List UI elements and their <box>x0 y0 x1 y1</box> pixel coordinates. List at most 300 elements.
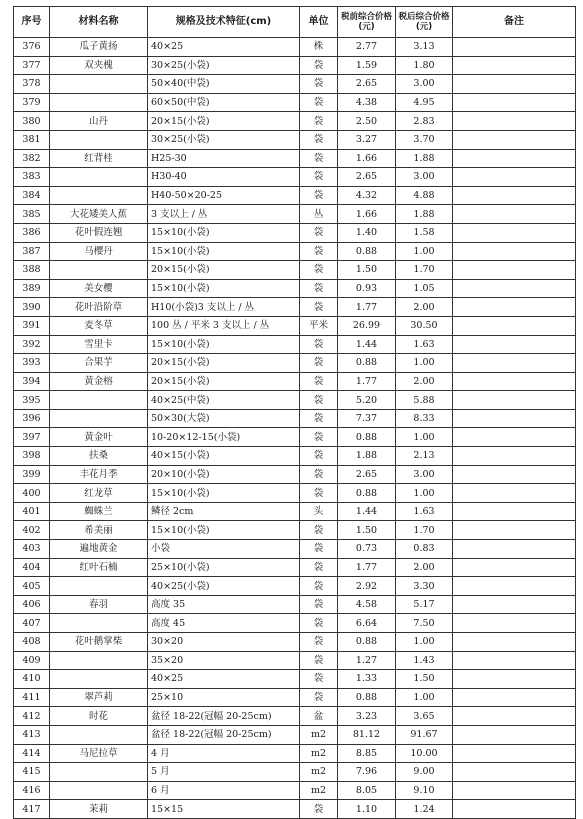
cell-post-tax-price: 3.65 <box>396 707 453 726</box>
cell-remark <box>453 409 576 428</box>
cell-post-tax-price: 5.88 <box>396 391 453 410</box>
cell-spec: H30-40 <box>148 168 300 187</box>
table-row <box>14 670 576 689</box>
cell-unit: 袋 <box>300 186 338 205</box>
cell-name: 翠芦莉 <box>50 688 148 707</box>
cell-spec: 小袋 <box>148 540 300 559</box>
cell-pre-tax-price: 1.77 <box>338 558 396 577</box>
table-row <box>14 484 576 503</box>
cell-no: 380 <box>14 112 50 131</box>
cell-pre-tax-price: 1.50 <box>338 521 396 540</box>
cell-unit: 头 <box>300 502 338 521</box>
price-table <box>13 6 576 819</box>
table-row <box>14 223 576 242</box>
cell-remark <box>453 298 576 317</box>
cell-remark <box>453 502 576 521</box>
header-post-tax-line1: 税后综合价格 <box>398 12 450 22</box>
cell-unit: 袋 <box>300 670 338 689</box>
cell-post-tax-price: 1.00 <box>396 354 453 373</box>
cell-post-tax-price: 2.13 <box>396 447 453 466</box>
cell-remark <box>453 465 576 484</box>
cell-spec: 15×10(小袋) <box>148 335 300 354</box>
table-row <box>14 614 576 633</box>
cell-unit: 袋 <box>300 614 338 633</box>
cell-post-tax-price: 4.88 <box>396 186 453 205</box>
cell-remark <box>453 223 576 242</box>
cell-pre-tax-price: 26.99 <box>338 316 396 335</box>
cell-remark <box>453 56 576 75</box>
cell-post-tax-price: 2.00 <box>396 298 453 317</box>
cell-name <box>50 577 148 596</box>
cell-spec: 20×15(小袋) <box>148 261 300 280</box>
cell-spec: 20×15(小袋) <box>148 372 300 391</box>
cell-no: 389 <box>14 279 50 298</box>
cell-unit: 袋 <box>300 595 338 614</box>
cell-no: 411 <box>14 688 50 707</box>
cell-spec: 20×10(小袋) <box>148 465 300 484</box>
table-row <box>14 335 576 354</box>
cell-remark <box>453 781 576 800</box>
header-unit: 单位 <box>300 7 338 38</box>
cell-no: 417 <box>14 800 50 819</box>
cell-remark <box>453 651 576 670</box>
cell-no: 392 <box>14 335 50 354</box>
cell-unit: 袋 <box>300 540 338 559</box>
table-row <box>14 447 576 466</box>
cell-spec: 20×15(小袋) <box>148 112 300 131</box>
cell-post-tax-price: 91.67 <box>396 725 453 744</box>
cell-spec: 35×20 <box>148 651 300 670</box>
cell-no: 388 <box>14 261 50 280</box>
cell-post-tax-price: 1.00 <box>396 633 453 652</box>
cell-pre-tax-price: 7.96 <box>338 763 396 782</box>
cell-no: 382 <box>14 149 50 168</box>
cell-unit: 袋 <box>300 633 338 652</box>
cell-no: 416 <box>14 781 50 800</box>
cell-no: 378 <box>14 75 50 94</box>
cell-post-tax-price: 1.58 <box>396 223 453 242</box>
table-row <box>14 93 576 112</box>
cell-name <box>50 725 148 744</box>
cell-no: 402 <box>14 521 50 540</box>
cell-spec: 高度 35 <box>148 595 300 614</box>
cell-unit: 袋 <box>300 409 338 428</box>
cell-post-tax-price: 1.00 <box>396 484 453 503</box>
cell-spec: 15×10(小袋) <box>148 242 300 261</box>
cell-remark <box>453 335 576 354</box>
cell-name <box>50 168 148 187</box>
cell-name: 红叶石楠 <box>50 558 148 577</box>
table-row <box>14 763 576 782</box>
table-row <box>14 633 576 652</box>
header-spec: 规格及技术特征(cm) <box>148 7 300 38</box>
cell-unit: m2 <box>300 763 338 782</box>
cell-pre-tax-price: 4.58 <box>338 595 396 614</box>
cell-no: 405 <box>14 577 50 596</box>
cell-spec: 15×10(小袋) <box>148 279 300 298</box>
cell-no: 399 <box>14 465 50 484</box>
cell-name <box>50 130 148 149</box>
cell-pre-tax-price: 1.10 <box>338 800 396 819</box>
cell-spec: 25×10(小袋) <box>148 558 300 577</box>
cell-remark <box>453 577 576 596</box>
cell-remark <box>453 725 576 744</box>
cell-unit: 平米 <box>300 316 338 335</box>
table-row <box>14 428 576 447</box>
cell-no: 400 <box>14 484 50 503</box>
cell-pre-tax-price: 4.32 <box>338 186 396 205</box>
cell-no: 377 <box>14 56 50 75</box>
cell-no: 412 <box>14 707 50 726</box>
table-row <box>14 465 576 484</box>
table-row <box>14 56 576 75</box>
cell-no: 384 <box>14 186 50 205</box>
cell-name: 美女樱 <box>50 279 148 298</box>
cell-pre-tax-price: 0.88 <box>338 484 396 503</box>
cell-remark <box>453 93 576 112</box>
cell-unit: 袋 <box>300 447 338 466</box>
cell-name <box>50 75 148 94</box>
cell-post-tax-price: 1.00 <box>396 688 453 707</box>
cell-name <box>50 763 148 782</box>
cell-remark <box>453 75 576 94</box>
cell-no: 410 <box>14 670 50 689</box>
cell-unit: 袋 <box>300 577 338 596</box>
table-body <box>14 38 576 819</box>
table-row <box>14 75 576 94</box>
cell-no: 409 <box>14 651 50 670</box>
cell-name: 红背桂 <box>50 149 148 168</box>
cell-no: 376 <box>14 38 50 57</box>
cell-remark <box>453 112 576 131</box>
cell-pre-tax-price: 81.12 <box>338 725 396 744</box>
cell-no: 415 <box>14 763 50 782</box>
cell-name: 雪里卡 <box>50 335 148 354</box>
cell-spec: 3 支以上 / 丛 <box>148 205 300 224</box>
cell-no: 414 <box>14 744 50 763</box>
cell-post-tax-price: 1.00 <box>396 242 453 261</box>
cell-name: 春羽 <box>50 595 148 614</box>
cell-unit: m2 <box>300 725 338 744</box>
cell-spec: 高度 45 <box>148 614 300 633</box>
cell-no: 408 <box>14 633 50 652</box>
cell-name: 遍地黄金 <box>50 540 148 559</box>
cell-no: 386 <box>14 223 50 242</box>
cell-name <box>50 651 148 670</box>
cell-spec: H25-30 <box>148 149 300 168</box>
cell-no: 390 <box>14 298 50 317</box>
table-row <box>14 298 576 317</box>
header-pre-tax-price <box>338 7 396 38</box>
cell-pre-tax-price: 2.65 <box>338 75 396 94</box>
cell-name <box>50 781 148 800</box>
cell-remark <box>453 354 576 373</box>
cell-name: 花叶沿阶草 <box>50 298 148 317</box>
cell-remark <box>453 763 576 782</box>
cell-name: 山丹 <box>50 112 148 131</box>
header-row <box>14 7 576 38</box>
cell-pre-tax-price: 7.37 <box>338 409 396 428</box>
cell-pre-tax-price: 1.40 <box>338 223 396 242</box>
table-row <box>14 242 576 261</box>
cell-pre-tax-price: 2.65 <box>338 465 396 484</box>
cell-unit: 袋 <box>300 242 338 261</box>
cell-unit: 袋 <box>300 484 338 503</box>
cell-pre-tax-price: 1.66 <box>338 205 396 224</box>
cell-remark <box>453 391 576 410</box>
header-post-tax-line2: (元) <box>415 22 433 32</box>
cell-post-tax-price: 2.00 <box>396 558 453 577</box>
header-name: 材料名称 <box>50 7 148 38</box>
cell-unit: 袋 <box>300 261 338 280</box>
table-row <box>14 409 576 428</box>
cell-post-tax-price: 3.30 <box>396 577 453 596</box>
cell-pre-tax-price: 1.59 <box>338 56 396 75</box>
header-post-tax-price <box>396 7 453 38</box>
cell-remark <box>453 447 576 466</box>
cell-spec: 40×25(中袋) <box>148 391 300 410</box>
cell-pre-tax-price: 3.27 <box>338 130 396 149</box>
cell-post-tax-price: 5.17 <box>396 595 453 614</box>
cell-pre-tax-price: 1.33 <box>338 670 396 689</box>
table-row <box>14 781 576 800</box>
table-row <box>14 279 576 298</box>
cell-pre-tax-price: 8.05 <box>338 781 396 800</box>
cell-unit: 袋 <box>300 130 338 149</box>
cell-remark <box>453 540 576 559</box>
cell-unit: 袋 <box>300 112 338 131</box>
cell-post-tax-price: 1.05 <box>396 279 453 298</box>
cell-name: 希美丽 <box>50 521 148 540</box>
cell-post-tax-price: 3.70 <box>396 130 453 149</box>
cell-spec: 25×10 <box>148 688 300 707</box>
cell-no: 397 <box>14 428 50 447</box>
cell-remark <box>453 38 576 57</box>
cell-name: 茉莉 <box>50 800 148 819</box>
cell-unit: 袋 <box>300 800 338 819</box>
header-no: 序号 <box>14 7 50 38</box>
cell-name: 蜘蛛兰 <box>50 502 148 521</box>
cell-unit: 袋 <box>300 521 338 540</box>
table-row <box>14 130 576 149</box>
cell-name <box>50 614 148 633</box>
cell-name <box>50 261 148 280</box>
table-row <box>14 577 576 596</box>
cell-name <box>50 670 148 689</box>
cell-name <box>50 186 148 205</box>
cell-spec: 30×20 <box>148 633 300 652</box>
cell-remark <box>453 595 576 614</box>
cell-name: 红龙草 <box>50 484 148 503</box>
cell-spec: 40×25 <box>148 670 300 689</box>
cell-spec: 15×10(小袋) <box>148 521 300 540</box>
table-row <box>14 800 576 819</box>
cell-remark <box>453 130 576 149</box>
cell-no: 396 <box>14 409 50 428</box>
cell-spec: 6 月 <box>148 781 300 800</box>
cell-pre-tax-price: 5.20 <box>338 391 396 410</box>
cell-spec: 40×25(小袋) <box>148 577 300 596</box>
cell-post-tax-price: 1.80 <box>396 56 453 75</box>
cell-name: 大花矮美人蕉 <box>50 205 148 224</box>
cell-spec: 50×30(大袋) <box>148 409 300 428</box>
cell-spec: 30×25(小袋) <box>148 56 300 75</box>
cell-pre-tax-price: 1.77 <box>338 298 396 317</box>
cell-post-tax-price: 1.63 <box>396 502 453 521</box>
cell-unit: 袋 <box>300 298 338 317</box>
cell-pre-tax-price: 0.88 <box>338 688 396 707</box>
cell-spec: 4 月 <box>148 744 300 763</box>
cell-unit: 袋 <box>300 558 338 577</box>
table-row <box>14 558 576 577</box>
table-row <box>14 316 576 335</box>
cell-unit: 袋 <box>300 688 338 707</box>
table-row <box>14 725 576 744</box>
cell-no: 395 <box>14 391 50 410</box>
cell-pre-tax-price: 6.64 <box>338 614 396 633</box>
cell-remark <box>453 261 576 280</box>
cell-spec: 15×10(小袋) <box>148 484 300 503</box>
cell-unit: 袋 <box>300 168 338 187</box>
cell-pre-tax-price: 0.88 <box>338 354 396 373</box>
cell-no: 391 <box>14 316 50 335</box>
cell-post-tax-price: 1.43 <box>396 651 453 670</box>
table-row <box>14 354 576 373</box>
table-row <box>14 205 576 224</box>
cell-spec: 盆径 18-22(冠幅 20-25cm) <box>148 707 300 726</box>
cell-remark <box>453 484 576 503</box>
cell-post-tax-price: 4.95 <box>396 93 453 112</box>
cell-name: 花叶假连翘 <box>50 223 148 242</box>
cell-post-tax-price: 2.83 <box>396 112 453 131</box>
table-row <box>14 391 576 410</box>
cell-post-tax-price: 8.33 <box>396 409 453 428</box>
cell-pre-tax-price: 2.77 <box>338 38 396 57</box>
table-row <box>14 372 576 391</box>
cell-unit: 袋 <box>300 354 338 373</box>
cell-no: 413 <box>14 725 50 744</box>
cell-post-tax-price: 1.63 <box>396 335 453 354</box>
cell-unit: 袋 <box>300 93 338 112</box>
cell-post-tax-price: 9.10 <box>396 781 453 800</box>
cell-pre-tax-price: 0.93 <box>338 279 396 298</box>
cell-name <box>50 93 148 112</box>
cell-unit: 株 <box>300 38 338 57</box>
cell-no: 381 <box>14 130 50 149</box>
cell-post-tax-price: 3.00 <box>396 168 453 187</box>
cell-name: 双夹槐 <box>50 56 148 75</box>
cell-remark <box>453 316 576 335</box>
cell-no: 387 <box>14 242 50 261</box>
cell-remark <box>453 633 576 652</box>
cell-spec: 40×25 <box>148 38 300 57</box>
cell-post-tax-price: 2.00 <box>396 372 453 391</box>
cell-unit: 袋 <box>300 651 338 670</box>
cell-unit: m2 <box>300 744 338 763</box>
cell-pre-tax-price: 0.88 <box>338 633 396 652</box>
cell-unit: 袋 <box>300 279 338 298</box>
cell-spec: 15×15 <box>148 800 300 819</box>
cell-remark <box>453 168 576 187</box>
cell-pre-tax-price: 1.44 <box>338 335 396 354</box>
cell-spec: 鳞径 2cm <box>148 502 300 521</box>
cell-remark <box>453 744 576 763</box>
table-row <box>14 688 576 707</box>
cell-pre-tax-price: 0.88 <box>338 428 396 447</box>
cell-post-tax-price: 10.00 <box>396 744 453 763</box>
cell-remark <box>453 149 576 168</box>
cell-name: 扶桑 <box>50 447 148 466</box>
table-row <box>14 38 576 57</box>
cell-remark <box>453 558 576 577</box>
cell-remark <box>453 372 576 391</box>
cell-name: 黄金叶 <box>50 428 148 447</box>
cell-post-tax-price: 3.00 <box>396 465 453 484</box>
cell-unit: 丛 <box>300 205 338 224</box>
cell-pre-tax-price: 3.23 <box>338 707 396 726</box>
cell-spec: H40-50×20-25 <box>148 186 300 205</box>
cell-remark <box>453 428 576 447</box>
cell-spec: 100 丛 / 平米 3 支以上 / 丛 <box>148 316 300 335</box>
cell-spec: 30×25(小袋) <box>148 130 300 149</box>
cell-post-tax-price: 1.24 <box>396 800 453 819</box>
header-remark: 备注 <box>453 7 576 38</box>
cell-post-tax-price: 1.88 <box>396 149 453 168</box>
cell-post-tax-price: 9.00 <box>396 763 453 782</box>
cell-name: 时花 <box>50 707 148 726</box>
cell-no: 383 <box>14 168 50 187</box>
cell-remark <box>453 614 576 633</box>
cell-pre-tax-price: 0.88 <box>338 242 396 261</box>
cell-post-tax-price: 3.13 <box>396 38 453 57</box>
cell-no: 385 <box>14 205 50 224</box>
cell-name <box>50 409 148 428</box>
cell-name: 马樱丹 <box>50 242 148 261</box>
cell-unit: 袋 <box>300 335 338 354</box>
cell-name: 瓜子黄扬 <box>50 38 148 57</box>
table-row <box>14 186 576 205</box>
table-row <box>14 707 576 726</box>
cell-pre-tax-price: 0.73 <box>338 540 396 559</box>
table-row <box>14 521 576 540</box>
cell-spec: H10(小袋)3 支以上 / 丛 <box>148 298 300 317</box>
cell-pre-tax-price: 2.65 <box>338 168 396 187</box>
table-row <box>14 744 576 763</box>
cell-pre-tax-price: 2.50 <box>338 112 396 131</box>
cell-post-tax-price: 1.70 <box>396 521 453 540</box>
cell-spec: 10-20×12-15(小袋) <box>148 428 300 447</box>
cell-post-tax-price: 0.83 <box>396 540 453 559</box>
cell-spec: 50×40(中袋) <box>148 75 300 94</box>
cell-remark <box>453 242 576 261</box>
cell-name: 合果芋 <box>50 354 148 373</box>
cell-no: 407 <box>14 614 50 633</box>
cell-post-tax-price: 3.00 <box>396 75 453 94</box>
cell-name <box>50 391 148 410</box>
cell-spec: 60×50(中袋) <box>148 93 300 112</box>
cell-spec: 5 月 <box>148 763 300 782</box>
cell-unit: 袋 <box>300 223 338 242</box>
cell-post-tax-price: 1.88 <box>396 205 453 224</box>
cell-pre-tax-price: 4.38 <box>338 93 396 112</box>
cell-name: 麦冬草 <box>50 316 148 335</box>
cell-post-tax-price: 1.50 <box>396 670 453 689</box>
cell-remark <box>453 205 576 224</box>
cell-unit: 袋 <box>300 149 338 168</box>
cell-no: 393 <box>14 354 50 373</box>
cell-no: 379 <box>14 93 50 112</box>
cell-remark <box>453 521 576 540</box>
